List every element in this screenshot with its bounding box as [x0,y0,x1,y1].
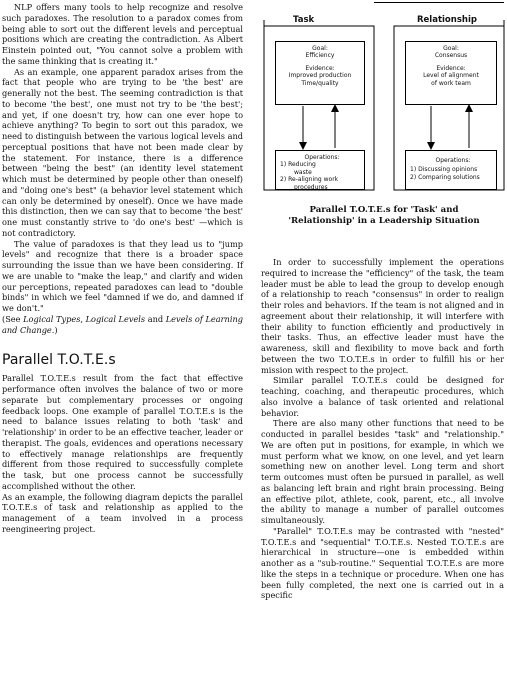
see-also: (See Logical Types, Logical Levels and Levels of Learning and Change.) [2,313,243,335]
relationship-goal-box: Goal: Consensus Evidence: Level of alignment of work team [405,41,497,105]
top-rule [374,2,504,3]
task-operations-box: Operations: 1) Reducing waste 2) Re-aligning work procedures [275,150,365,190]
see-ref: Levels of Learning and Change [2,313,243,335]
paragraph: As an example, the following diagram depicts the parallel T.O.T.E.s of task and relationship as applied to the management of a team involved in a process reengineering project. [2,491,243,534]
task-goal-box: Goal: Efficiency Evidence: Improved production Time/quality [275,41,365,105]
paragraph: Parallel T.O.T.E.s result from the fact that effective performance often involves the balance of two or more separate but complementary processes or ongoing feedback loops. One example of parallel T.O.T.E.s is the need to balance issues relating to both 'task' and 'relationship' in order to be an effective teacher, leader or therapist. The goals, evidences and operations necessary to effectively manage relationships are frequently different from those required to successfully complete the task, but one process cannot be successfully accomplished without the other. [2,373,243,491]
see-ref: Logical Levels [85,313,146,324]
tote-diagram [263,14,505,204]
task-arrowhead-down [299,142,307,150]
relationship-heading: Relationship [417,15,477,25]
rel-arrowhead-up [465,104,473,112]
see-ref: Logical Types [23,313,81,324]
task-arrowhead-up [331,104,339,112]
relationship-operations-box: Operations: 1) Discussing opinions 2) Comparing solutions [405,150,497,190]
paragraph: In order to successfully implement the operations required to increase the "efficiency" of the task, the team leader must be able to lead the group to develop enough of a relationship to reach "consensus" in order to realign their roles and behaviors. If the team is not aligned and in agreement about their relationship, it will interfere with their ability to function efficiently and productively in their tasks. Thus, an effective leader must have the awareness, skill and flexibility to move back and forth between the two T.O.T.E.s in order to fulfill his or her mission with respect to the project. [261,257,504,375]
paragraph: As an example, one apparent paradox arises from the fact that people who are trying to be 'the best' are generally not the best. The seeming contradiction is that to become 'the best', one must not try to be 'the best'; and yet, if one doesn't try, how can one ever hope to achieve anything? To begin to sort out this paradox, we need to distinguish between the various logical levels and perceptual positions that have not been made clear by the statement. For instance, there is a difference between "being the best" (an identity level statement which must be determined by people other than oneself) and "doing one's best" (a behavior level statement which can only be determined by oneself). Once we have made this distinction, then we can say that to become 'the best' one must constantly strive to 'do one's best' —which is not contradictory. [2,66,243,238]
paragraph: "Parallel" T.O.T.E.s may be contrasted with "nested" T.O.T.E.s and "sequential" T.O.T.E.s. Nested T.O.T.E.s are hierarchical in structure—one is embedded within another as a "sub-routine." Sequential T.O.T.E.s are more like the steps in a technique or procedure. When one has been fully completed, the next one is carried out in a specific [261,525,504,601]
left-column [2,2,243,535]
right-column [261,257,504,601]
rel-arrowhead-down [427,142,435,150]
paragraph: The value of paradoxes is that they lead us to "jump levels" and recognize that there is a broader space surrounding the issue than we have been considering. If we are unable to "make the leap," and clarify and widen our perceptions, repeated paradoxes can lead to "double binds" in which we feel "damned if we do, and damned if we don't." [2,238,243,313]
section-title: Parallel T.O.T.E.s [2,352,116,369]
paragraph: NLP offers many tools to help recognize and resolve such paradoxes. The resolution to a paradox comes from being able to sort out the different levels and perceptual positions which are creating the contradiction. As Albert Einstein pointed out, "You cannot solve a problem with the same thinking that is creating it." [2,2,243,66]
diagram-caption: Parallel T.O.T.E.s for 'Task' and 'Relationship' in a Leadership Situation [288,205,480,226]
paragraph: There are also many other functions that need to be conducted in parallel besides "task" and "relationship." We are often put in positions, for example, in which we must perform what we know, on one level, and yet learn something new on another level. Long term and short term outcomes must often be pursued in parallel, as well as balancing left brain and right brain processing. Being an effective pilot, athlete, cook, parent, etc., all involve the ability to manage a number of parallel outcomes simultaneously. [261,418,504,525]
paragraph: Similar parallel T.O.T.E.s could be designed for teaching, coaching, and therapeutic procedures, which also involve a balance of task oriented and relational behavior. [261,375,504,418]
task-heading: Task [293,15,315,25]
